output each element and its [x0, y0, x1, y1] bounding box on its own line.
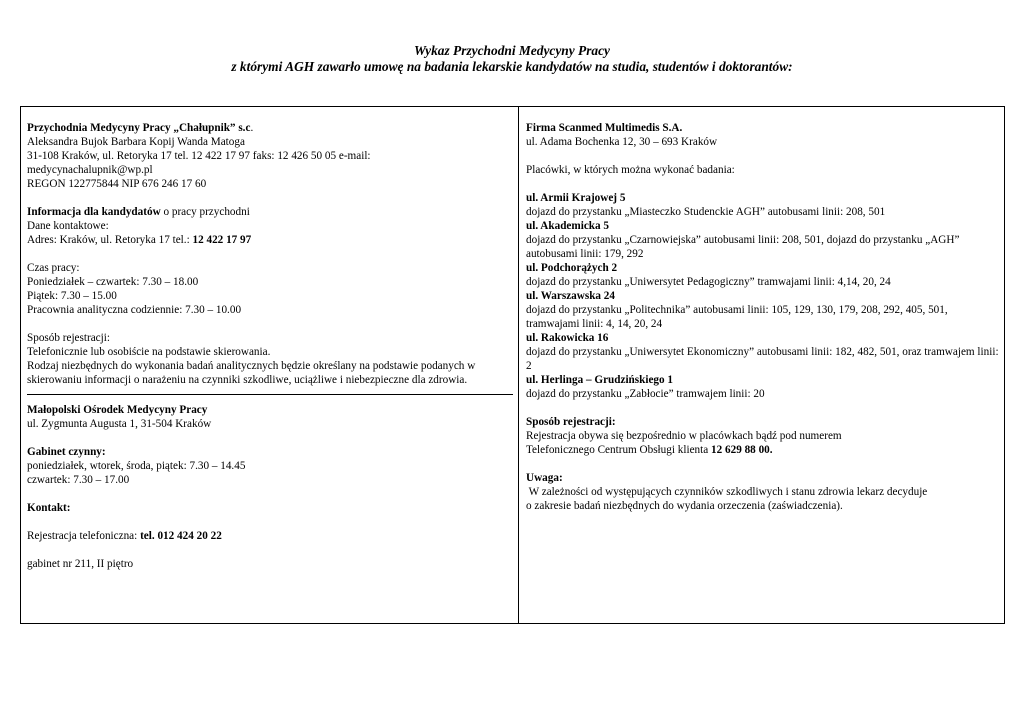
- note-2: o zakresie badań niezbędnych do wydania orzeczenia (zaświadczenia).: [526, 500, 843, 512]
- scanmed-address: ul. Adama Bochenka 12, 30 – 693 Kraków: [526, 136, 718, 148]
- clinic1-hours-2: Piątek: 7.30 – 15.00: [27, 290, 117, 302]
- left-column: [27, 121, 513, 571]
- clinic1-address: 31-108 Kraków, ul. Retoryka 17 tel. 12 422 17 97 faks: 12 426 50 05 e-mail:: [27, 150, 371, 162]
- place-street: ul. Podchorążych 2: [526, 262, 618, 274]
- clinic1-email: medycynachalupnik@wp.pl: [27, 164, 153, 176]
- clinic1-info-bold: Informacja dla kandydatów: [27, 206, 161, 218]
- clinic1-hours-1: Poniedziałek – czwartek: 7.30 – 18.00: [27, 276, 199, 288]
- clinic1-info-heading: [27, 205, 513, 219]
- note-label: Uwaga:: [526, 472, 563, 484]
- place-directions: dojazd do przystanku „Uniwersytet Pedagogiczny” tramwajami linii: 4,14, 20, 24: [526, 276, 891, 288]
- place-directions: dojazd do przystanku „Uniwersytet Ekonomiczny” autobusami linii: 182, 482, 501, oraz tramwajem linii: 2: [526, 346, 999, 372]
- clinic1-name: Przychodnia Medycyny Pracy „Chałupnik” s.c: [27, 122, 251, 134]
- clinic2-room: gabinet nr 211, II piętro: [27, 558, 134, 570]
- document-subtitle: z którymi AGH zawarło umowę na badania lekarskie kandydatów na studia, studentów i doktorantów:: [231, 59, 793, 74]
- scanmed-reg-line: [526, 443, 1000, 457]
- clinic2-hours-2: czwartek: 7.30 – 17.00: [27, 474, 130, 486]
- note-1: W zależności od występujących czynników szkodliwych i stanu zdrowia lekarz decyduje: [526, 486, 928, 498]
- clinic2-hours-1: poniedziałek, wtorek, środa, piątek: 7.30 – 14.45: [27, 460, 246, 472]
- clinic1-reg-1: Telefonicznie lub osobiście na podstawie skierowania.: [27, 346, 271, 358]
- clinic2-contact-label: Kontakt:: [27, 502, 71, 514]
- clinic1-reg-label: Sposób rejestracji:: [27, 332, 110, 344]
- place-directions: dojazd do przystanku „Zabłocie” tramwajem linii: 20: [526, 388, 765, 400]
- clinic1-contact-label: Dane kontaktowe:: [27, 220, 109, 232]
- clinic1-name-suffix: .: [250, 122, 254, 134]
- place-street: ul. Akademicka 5: [526, 220, 609, 232]
- place-street: ul. Herlinga – Grudzińskiego 1: [526, 374, 674, 386]
- clinic1-reg-2: Rodzaj niezbędnych do wykonania badań analitycznych będzie określany na podstawie podanych w skierowaniu informacji o narażeniu na czynniki szkodliwe, uciążliwe i niebezpieczne dla zdrowia.: [27, 360, 476, 386]
- clinic1-contact-line: [27, 233, 513, 247]
- clinic2-address: ul. Zygmunta Augusta 1, 31-504 Kraków: [27, 418, 212, 430]
- clinic1-hours-label: Czas pracy:: [27, 262, 80, 274]
- clinic2-phone-line: [27, 529, 513, 543]
- clinic2-name: Małopolski Ośrodek Medycyny Pracy: [27, 404, 208, 416]
- right-column: [526, 121, 1000, 513]
- clinic1-contact-phone: 12 422 17 97: [192, 234, 252, 246]
- clinic2-phone-label: Rejestracja telefoniczna:: [27, 530, 141, 542]
- column-divider: [518, 106, 519, 624]
- clinic1-owners: Aleksandra Bujok Barbara Kopij Wanda Matoga: [27, 136, 245, 148]
- scanmed-reg-phone: 12 629 88 00.: [711, 444, 773, 456]
- document-title: Wykaz Przychodni Medycyny Pracy: [414, 43, 610, 58]
- place-directions: dojazd do przystanku „Czarnowiejska” autobusami linii: 208, 501, dojazd do przystanku „AGH” autobusami linii: 179, 292: [526, 234, 960, 260]
- clinic-separator: [27, 394, 513, 395]
- scanmed-name: Firma Scanmed Multimedis S.A.: [526, 122, 683, 134]
- scanmed-reg-label: Sposób rejestracji:: [526, 416, 616, 428]
- place-street: ul. Warszawska 24: [526, 290, 615, 302]
- places-intro: Placówki, w których można wykonać badania:: [526, 164, 735, 176]
- clinic1-hours-3: Pracownia analityczna codziennie: 7.30 – 10.00: [27, 304, 242, 316]
- place-directions: dojazd do przystanku „Politechnika” autobusami linii: 105, 129, 130, 179, 208, 292, 405, 501, tramwajami linii: 4, 14, 20, 24: [526, 304, 948, 330]
- place-street: ul. Rakowicka 16: [526, 332, 609, 344]
- clinic2-hours-label: Gabinet czynny:: [27, 446, 106, 458]
- scanmed-reg-1: Rejestracja obywa się bezpośrednio w placówkach bądź pod numerem: [526, 430, 842, 442]
- clinic2-phone: tel. 012 424 20 22: [140, 530, 222, 542]
- scanmed-reg-2: Telefonicznego Centrum Obsługi klienta: [526, 444, 712, 456]
- clinic1-contact-address: Adres: Kraków, ul. Retoryka 17 tel.:: [27, 234, 193, 246]
- clinic1-info-rest: o pracy przychodni: [160, 206, 250, 218]
- clinic1-name-line: [27, 121, 513, 135]
- place-street: ul. Armii Krajowej 5: [526, 192, 626, 204]
- clinic1-regon: REGON 122775844 NIP 676 246 17 60: [27, 178, 207, 190]
- place-directions: dojazd do przystanku „Miasteczko Studenckie AGH” autobusami linii: 208, 501: [526, 206, 886, 218]
